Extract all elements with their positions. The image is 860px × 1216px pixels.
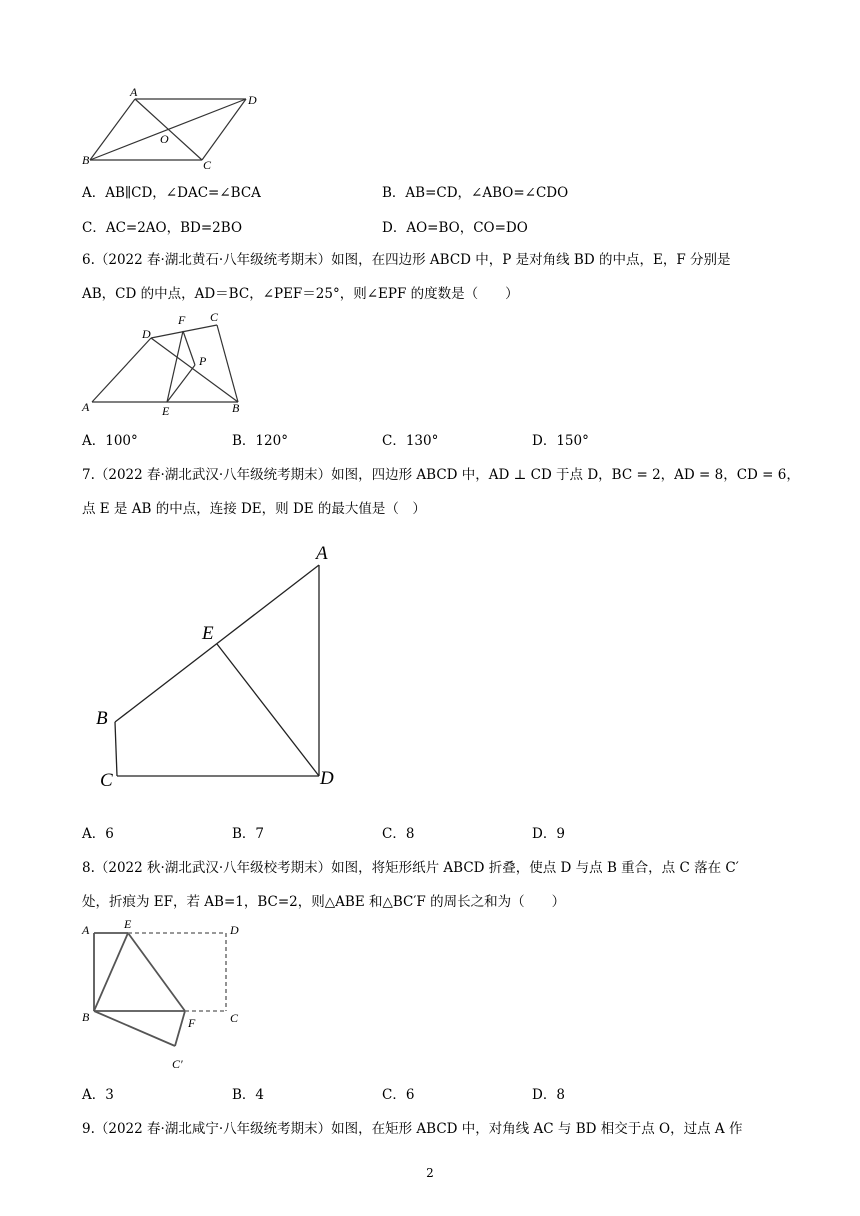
point-label-f: F (188, 1016, 196, 1030)
q7-option-c[interactable]: C．8 (382, 826, 415, 842)
parallelogram-figure (78, 82, 268, 172)
point-label-b: B (82, 153, 90, 167)
point-label-b: B (96, 708, 108, 729)
point-label-d: D (142, 327, 151, 341)
point-label-c-prime: C′ (172, 1057, 183, 1071)
q8-option-d[interactable]: D．8 (532, 1087, 565, 1103)
point-label-o: O (160, 132, 169, 146)
q6-option-b[interactable]: B．120° (232, 433, 288, 449)
q6-stem-line2: AB，CD 的中点，AD＝BC，∠PEF＝25°，则∠EPF 的度数是（ ） (82, 286, 519, 302)
q6-option-a[interactable]: A．100° (82, 433, 138, 449)
point-label-c: C (203, 158, 212, 172)
point-label-c: C (230, 1011, 239, 1025)
q9-stem-line1: 9.（2022 春·湖北咸宁·八年级统考期末）如图，在矩形 ABCD 中，对角线 AC 与 BD 相交于点 O，过点 A 作 (82, 1121, 743, 1137)
point-label-a: A (82, 400, 90, 414)
point-label-d: D (248, 93, 257, 107)
q6-stem-line1: 6.（2022 春·湖北黄石·八年级统考期末）如图，在四边形 ABCD 中，P 是对角线 BD 的中点，E，F 分别是 (82, 252, 731, 268)
q8-option-c[interactable]: C．6 (382, 1087, 415, 1103)
q8-stem-line2: 处，折痕为 EF，若 AB=1，BC=2，则△ABE 和△BC′F 的周长之和为（ ） (82, 894, 566, 910)
point-label-a: A (316, 543, 328, 564)
q8-stem-line1: 8.（2022 秋·湖北武汉·八年级校考期末）如图，将矩形纸片 ABCD 折叠，使点 D 与点 B 重合，点 C 落在 C′ (82, 860, 739, 876)
point-label-c: C (100, 770, 113, 791)
q7-stem-line1: 7.（2022 春·湖北武汉·八年级统考期末）如图，四边形 ABCD 中，AD ⊥ CD 于点 D，BC = 2，AD = 8，CD = 6， (82, 467, 800, 483)
page-number: 2 (426, 1166, 434, 1180)
q8-option-a[interactable]: A．3 (82, 1087, 114, 1103)
point-label-e: E (202, 623, 214, 644)
q8-folded-rectangle-figure (78, 914, 258, 1076)
q6-option-c[interactable]: C．130° (382, 433, 439, 449)
q7-option-b[interactable]: B．7 (232, 826, 265, 842)
q7-option-a[interactable]: A．6 (82, 826, 114, 842)
point-label-b: B (82, 1010, 90, 1024)
point-label-b: B (232, 401, 240, 415)
point-label-a: A (82, 923, 90, 937)
point-label-a: A (130, 85, 138, 99)
q7-option-d[interactable]: D．9 (532, 826, 565, 842)
point-label-f: F (178, 313, 186, 327)
q7-stem-line2: 点 E 是 AB 的中点，连接 DE，则 DE 的最大值是（ ） (82, 501, 426, 517)
point-label-d: D (230, 923, 239, 937)
q8-option-b[interactable]: B．4 (232, 1087, 265, 1103)
q6-option-d[interactable]: D．150° (532, 433, 589, 449)
q6-quadrilateral-figure (78, 308, 258, 420)
q7-quadrilateral-figure (90, 538, 350, 798)
point-label-e: E (162, 404, 170, 418)
point-label-c: C (210, 310, 219, 324)
q5-option-b[interactable]: B．AB=CD，∠ABO=∠CDO (382, 185, 569, 201)
q5-option-a[interactable]: A．AB∥CD，∠DAC=∠BCA (82, 185, 261, 201)
point-label-p: P (199, 354, 207, 368)
point-label-d: D (320, 768, 334, 789)
q5-option-c[interactable]: C．AC=2AO，BD=2BO (82, 220, 243, 236)
q5-option-d[interactable]: D．AO=BO，CO=DO (382, 220, 528, 236)
point-label-e: E (124, 917, 132, 931)
